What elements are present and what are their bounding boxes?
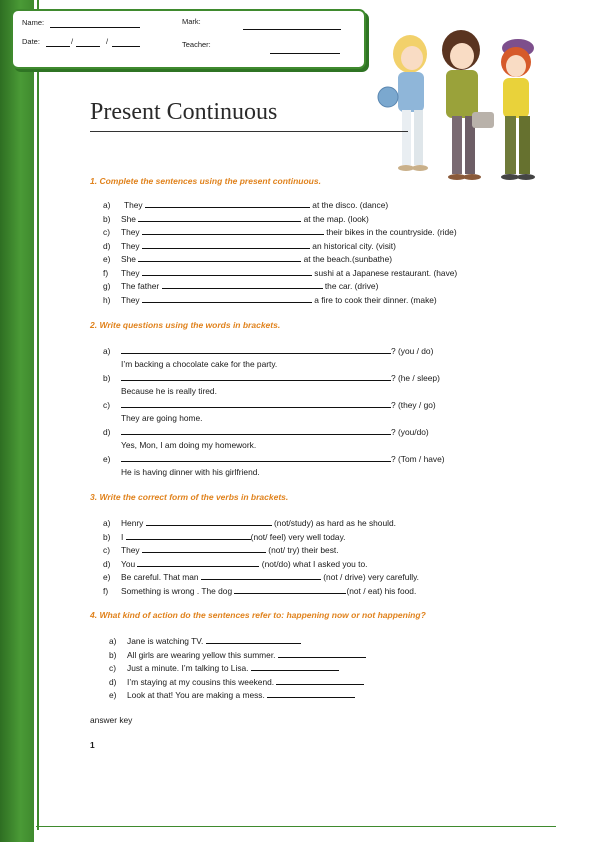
list-item: [103, 294, 437, 306]
item-letter: b): [103, 532, 111, 542]
list-item: [103, 240, 396, 252]
list-item: [103, 253, 392, 265]
item-letter: d): [109, 677, 117, 687]
item-text: Look at that! You are making a mess.: [127, 690, 265, 700]
list-item: [103, 544, 339, 556]
section-3-heading: 3. Write the correct form of the verbs in brackets.: [90, 492, 289, 502]
answer-blank[interactable]: [234, 585, 346, 594]
list-item: [109, 689, 355, 701]
item-text: Jane is watching TV.: [127, 636, 204, 646]
list-item: [109, 635, 301, 647]
item-letter: c): [103, 400, 110, 410]
item-subject: They: [124, 200, 143, 210]
item-letter: c): [103, 227, 110, 237]
question-answer: Yes, Mon, I am doing my homework.: [121, 440, 257, 450]
name-field[interactable]: [50, 27, 140, 28]
list-item: [103, 558, 367, 570]
answer-blank[interactable]: [145, 199, 310, 208]
answer-blank[interactable]: [138, 253, 301, 262]
item-rest: a fire to cook their dinner. (make): [314, 295, 437, 305]
item-letter: e): [103, 572, 111, 582]
question-hint: ? (he / sleep): [391, 373, 440, 383]
list-item: [103, 267, 457, 279]
question-answer: Because he is really tired.: [121, 386, 217, 396]
list-item: [103, 226, 457, 238]
item-after: (not/ feel) very well today.: [250, 532, 346, 542]
answer-blank[interactable]: [278, 649, 366, 658]
question-item: [103, 426, 429, 438]
date-separator: /: [71, 37, 74, 46]
mark-field[interactable]: [243, 29, 341, 30]
question-blank[interactable]: [121, 426, 391, 435]
item-letter: f): [103, 268, 109, 278]
list-item: [103, 213, 369, 225]
question-item: [103, 345, 433, 357]
item-letter: g): [103, 281, 111, 291]
list-item: [103, 199, 388, 211]
item-text: I’m staying at my cousins this weekend.: [127, 677, 275, 687]
answer-blank[interactable]: [142, 294, 312, 303]
item-subject: They: [121, 295, 140, 305]
item-rest: the car. (drive): [324, 281, 379, 291]
question-answer: He is having dinner with his girlfriend.: [121, 467, 260, 477]
item-before: Be careful. That man: [121, 572, 199, 582]
question-blank[interactable]: [121, 345, 391, 354]
left-green-border: [0, 0, 34, 842]
date-month-field[interactable]: [76, 46, 100, 47]
answer-blank[interactable]: [142, 544, 266, 553]
item-letter: e): [103, 454, 111, 464]
page-title: Present Continuous: [90, 99, 278, 125]
item-subject: She: [121, 214, 136, 224]
item-before: Henry: [121, 518, 144, 528]
answer-blank[interactable]: [142, 226, 324, 235]
answer-blank[interactable]: [267, 689, 355, 698]
answer-blank[interactable]: [137, 558, 259, 567]
question-item: [103, 372, 440, 384]
date-year-field[interactable]: [112, 46, 140, 47]
name-label: Name:: [22, 18, 45, 27]
list-item: [103, 280, 378, 292]
list-item: [109, 649, 366, 661]
item-subject: They: [121, 241, 140, 251]
section-4-heading: 4. What kind of action do the sentences refer to: happening now or not happening?: [90, 610, 426, 620]
item-letter: c): [103, 545, 110, 555]
item-rest: their bikes in the countryside. (ride): [326, 227, 457, 237]
mark-label: Mark:: [182, 17, 201, 26]
list-item: [103, 571, 419, 583]
question-hint: ? (you/do): [391, 427, 429, 437]
item-subject: The father: [121, 281, 160, 291]
footer-rule: [36, 826, 556, 827]
answer-blank[interactable]: [201, 571, 321, 580]
question-blank[interactable]: [121, 372, 391, 381]
item-after: (not / eat) his food.: [346, 586, 417, 596]
item-rest: at the beach.(sunbathe): [303, 254, 393, 264]
question-item: [103, 399, 436, 411]
item-letter: a): [109, 636, 117, 646]
question-hint: ? (you / do): [391, 346, 434, 356]
inner-frame-line: [37, 0, 39, 830]
item-before: They: [121, 545, 140, 555]
question-item: [103, 453, 445, 465]
item-after: (not/study) as hard as he should.: [274, 518, 396, 528]
answer-blank[interactable]: [126, 531, 251, 540]
item-after: (not/do) what I asked you to.: [261, 559, 368, 569]
item-letter: b): [109, 650, 117, 660]
item-before: You: [121, 559, 136, 569]
answer-blank[interactable]: [276, 676, 364, 685]
date-separator: /: [106, 37, 109, 46]
title-underline: [90, 131, 408, 132]
section-1-heading: 1. Complete the sentences using the present continuous.: [90, 176, 321, 186]
teacher-label: Teacher:: [182, 40, 211, 49]
item-letter: d): [103, 241, 111, 251]
item-letter: h): [103, 295, 111, 305]
date-label: Date:: [22, 37, 40, 46]
page-number: 1: [90, 740, 95, 750]
item-letter: c): [109, 663, 116, 673]
answer-blank[interactable]: [206, 635, 301, 644]
item-after: (not / drive) very carefully.: [323, 572, 419, 582]
item-text: Just a minute. I’m talking to Lisa.: [127, 663, 249, 673]
answer-blank[interactable]: [251, 662, 339, 671]
item-before: Something is wrong . The dog: [121, 586, 233, 596]
item-letter: e): [103, 254, 111, 264]
item-letter: a): [103, 200, 111, 210]
question-answer: I’m backing a chocolate cake for the party.: [121, 359, 278, 369]
question-hint: ? (they / go): [391, 400, 436, 410]
item-rest: at the map. (look): [303, 214, 369, 224]
teacher-field[interactable]: [270, 53, 340, 54]
question-blank[interactable]: [121, 453, 391, 462]
item-rest: at the disco. (dance): [312, 200, 389, 210]
item-letter: f): [103, 586, 109, 596]
three-girls-illustration: [368, 22, 556, 192]
question-hint: ? (Tom / have): [391, 454, 445, 464]
answer-key-label: answer key: [90, 715, 133, 725]
section-2-heading: 2. Write questions using the words in brackets.: [90, 320, 281, 330]
item-letter: d): [103, 559, 111, 569]
item-before: I: [121, 532, 124, 542]
question-blank[interactable]: [121, 399, 391, 408]
item-letter: b): [103, 373, 111, 383]
answer-blank[interactable]: [142, 267, 312, 276]
item-letter: a): [103, 346, 111, 356]
item-subject: She: [121, 254, 136, 264]
list-item: [103, 585, 416, 597]
answer-blank[interactable]: [146, 517, 272, 526]
answer-blank[interactable]: [138, 213, 301, 222]
question-answer: They are going home.: [121, 413, 203, 423]
item-letter: a): [103, 518, 111, 528]
date-day-field[interactable]: [46, 46, 70, 47]
list-item: [103, 531, 345, 543]
item-subject: They: [121, 227, 140, 237]
answer-blank[interactable]: [162, 280, 323, 289]
item-letter: e): [109, 690, 117, 700]
item-subject: They: [121, 268, 140, 278]
item-text: All girls are wearing yellow this summer.: [127, 650, 276, 660]
item-letter: b): [103, 214, 111, 224]
answer-blank[interactable]: [142, 240, 310, 249]
item-rest: sushi at a Japanese restaurant. (have): [314, 268, 458, 278]
item-letter: d): [103, 427, 111, 437]
list-item: [109, 662, 339, 674]
list-item: [103, 517, 396, 529]
item-after: (not/ try) their best.: [268, 545, 339, 555]
list-item: [109, 676, 364, 688]
item-rest: an historical city. (visit): [312, 241, 396, 251]
